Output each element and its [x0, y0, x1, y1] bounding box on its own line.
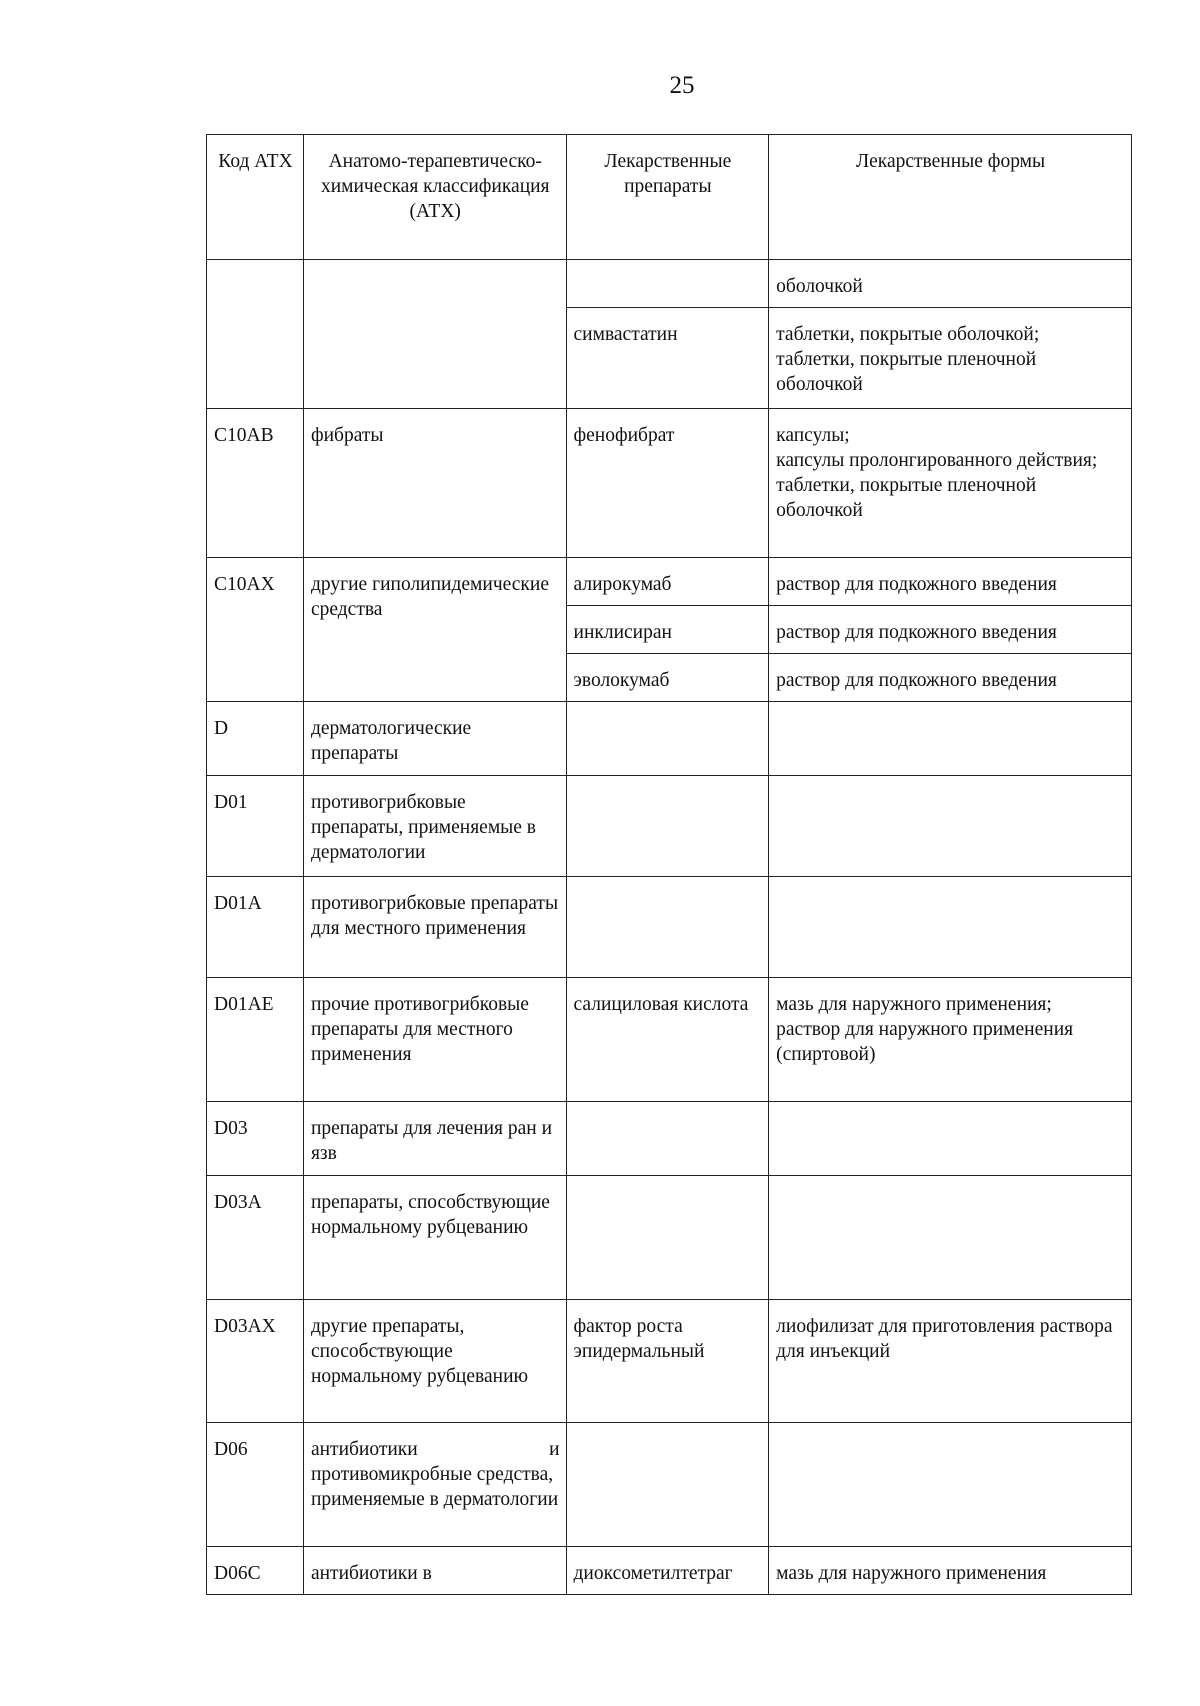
code-cell: D03 — [207, 1102, 304, 1176]
code-cell: D — [207, 702, 304, 776]
code-cell: C10AB — [207, 409, 304, 558]
drug-cell — [566, 1102, 769, 1176]
forms-cell: лиофилизат для приготовления раствора для инъекций — [769, 1300, 1132, 1423]
drug-cell: алирокумаб — [566, 558, 769, 606]
page-number: 25 — [669, 72, 695, 99]
forms-cell — [769, 1102, 1132, 1176]
forms-cell — [769, 1423, 1132, 1547]
forms-cell — [769, 702, 1132, 776]
classification-cell: противогрибковые препараты для местного применения — [303, 877, 566, 978]
classification-rest: противомикробные средства, применяемые в дерматологии — [310, 1464, 559, 1510]
classification-cell: другие гиполипидемические средства — [303, 558, 566, 702]
classification-word: и — [549, 1439, 560, 1460]
classification-cell: препараты, способствующие нормальному рубцеванию — [303, 1176, 566, 1300]
classification-cell: противогрибковые препараты, применяемые в дерматологии — [303, 776, 566, 877]
drug-cell — [566, 776, 769, 877]
code-cell: D03AX — [207, 1300, 304, 1423]
table-row — [207, 558, 1132, 606]
forms-cell — [769, 776, 1132, 877]
classification-cell: прочие противогрибковые препараты для местного применения — [303, 978, 566, 1102]
drug-cell — [566, 1176, 769, 1300]
classification-first-line — [311, 1437, 560, 1462]
classification-cell — [303, 1423, 566, 1547]
table-row — [207, 702, 1132, 776]
classification-cell: фибраты — [303, 409, 566, 558]
table-row — [207, 1423, 1132, 1547]
code-cell: D06 — [207, 1423, 304, 1547]
drug-cell: инклисиран — [566, 606, 769, 654]
forms-cell: капсулы; капсулы пролонгированного действия; таблетки, покрытые пленочной оболочкой — [769, 409, 1132, 558]
drug-cell: салициловая кислота — [566, 978, 769, 1102]
forms-cell: раствор для подкожного введения — [769, 606, 1132, 654]
drug-cell: фактор роста эпидермальный — [566, 1300, 769, 1423]
table-header-row — [207, 135, 1132, 260]
table-row — [207, 260, 1132, 308]
forms-cell — [769, 877, 1132, 978]
code-cell: D06C — [207, 1547, 304, 1595]
drug-cell: диоксометилтетраг — [566, 1547, 769, 1595]
header-classification: Анатомо-терапевтическо-химическая классификация (АТХ) — [303, 135, 566, 260]
table-row — [207, 409, 1132, 558]
table-row — [207, 877, 1132, 978]
header-drugs: Лекарственные препараты — [566, 135, 769, 260]
code-cell — [207, 260, 304, 409]
classification-word: антибиотики — [310, 1439, 418, 1460]
forms-cell: оболочкой — [769, 260, 1132, 308]
header-forms: Лекарственные формы — [769, 135, 1132, 260]
drug-cell: симвастатин — [566, 308, 769, 409]
table-row — [207, 978, 1132, 1102]
drug-cell — [566, 1423, 769, 1547]
classification-cell: антибиотики в — [303, 1547, 566, 1595]
drug-cell — [566, 877, 769, 978]
forms-cell: мазь для наружного применения; раствор для наружного применения (спиртовой) — [769, 978, 1132, 1102]
classification-cell — [303, 260, 566, 409]
drug-cell: эволокумаб — [566, 654, 769, 702]
table-row — [207, 776, 1132, 877]
drug-cell — [566, 260, 769, 308]
code-cell: C10AX — [207, 558, 304, 702]
table-row — [207, 1102, 1132, 1176]
forms-cell: раствор для подкожного введения — [769, 654, 1132, 702]
forms-cell: раствор для подкожного введения — [769, 558, 1132, 606]
header-code: Код АТХ — [207, 135, 304, 260]
table-row — [207, 1547, 1132, 1595]
forms-cell — [769, 1176, 1132, 1300]
forms-cell: мазь для наружного применения — [769, 1547, 1132, 1595]
table-row — [207, 1300, 1132, 1423]
code-cell: D03A — [207, 1176, 304, 1300]
code-cell: D01A — [207, 877, 304, 978]
classification-cell: дерматологические препараты — [303, 702, 566, 776]
table-row — [207, 1176, 1132, 1300]
forms-cell: таблетки, покрытые оболочкой; таблетки, покрытые пленочной оболочкой — [769, 308, 1132, 409]
drug-cell: фенофибрат — [566, 409, 769, 558]
drug-cell — [566, 702, 769, 776]
code-cell: D01AE — [207, 978, 304, 1102]
classification-cell: препараты для лечения ран и язв — [303, 1102, 566, 1176]
code-cell: D01 — [207, 776, 304, 877]
classification-cell: другие препараты, способствующие нормальному рубцеванию — [303, 1300, 566, 1423]
atx-table — [206, 134, 1132, 1595]
